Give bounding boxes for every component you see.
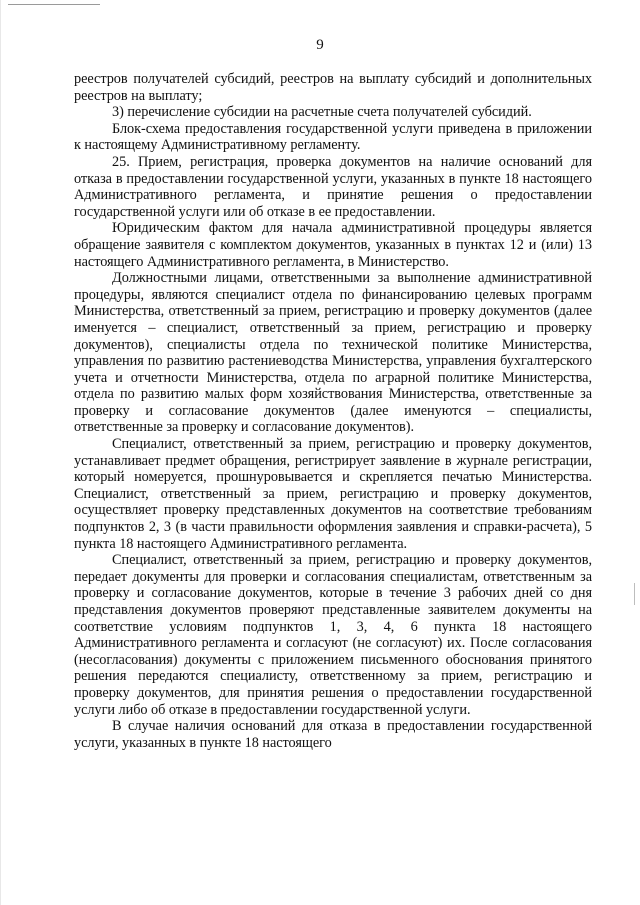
top-edge-rule bbox=[8, 4, 100, 5]
margin-mark bbox=[634, 583, 635, 605]
paragraph-registries-continuation: реестров получателей субсидий, реестров на выплату субсидий и дополнительных реестров на выплату; bbox=[74, 71, 592, 104]
paragraph-subsidy-transfer: 3) перечисление субсидии на расчетные счета получателей субсидий. bbox=[112, 104, 532, 121]
paragraph-registration-check: Специалист, ответственный за прием, регистрацию и проверку документов, устанавливает предмет обращения, регистрирует заявление в журнале регистрации, который номеруется, прошнуровывается и скрепляется печатью Министерства. Специалист, ответственный за прием, регистрацию и проверку документов, осуществляет проверку представленных документов на соответствие требованиям подпунктов 2, 3 (в части правильности оформления заявления и справки-расчета), 5 пункта 18 настоящего Административного регламента. bbox=[74, 436, 592, 552]
paragraph-responsible-officials: Должностными лицами, ответственными за выполнение административной процедуры, являются специалист отдела по финансированию целевых программ Министерства, ответственный за прием, регистрацию и проверку документов (далее именуется – специалист, ответственный за прием, регистрацию и проверку документов), специалисты отдела по технической политике Министерства, управления по развитию растениеводства Министерства, управления бухгалтерского учета и отчетности Министерства, отдела по аграрной политике Министерства, отдела по развитию малых форм хозяйствования Министерства, ответственные за проверку и согласование документов (далее именуются – специалисты, ответственные за проверку и согласование документов). bbox=[74, 270, 592, 436]
page-number: 9 bbox=[316, 37, 324, 53]
paragraph-approval-process: Специалист, ответственный за прием, регистрацию и проверку документов, передает документы для проверки и согласования специалистам, ответственным за проверку и согласование документов, которые в течение 3 рабочих дней со дня представления документов проверяют представленные заявителем документы на соответствие условиям подпунктов 1, 3, 4, 6 пункта 18 настоящего Административного регламента и согласуют (не согласуют) их. После согласования (несогласования) документы с приложением письменного обоснования принятого решения передаются специалисту, ответственному за прием, регистрацию и проверку документов, для принятия решения о предоставлении государственной услуги либо об отказе в предоставлении государственной услуги. bbox=[74, 552, 592, 718]
paragraph-refusal-grounds: В случае наличия оснований для отказа в предоставлении государственной услуги, указанных в пункте 18 настоящего bbox=[74, 718, 592, 751]
paragraph-section-25: 25. Прием, регистрация, проверка документов на наличие оснований для отказа в предоставлении государственной услуги, указанных в пункте 18 настоящего Административного регламента, и принятие решения о предоставлении государственной услуги или об отказе в ее предоставлении. bbox=[74, 153, 592, 220]
document-body bbox=[74, 71, 592, 751]
paragraph-legal-fact: Юридическим фактом для начала административной процедуры является обращение заявителя с комплектом документов, указанных в пунктах 12 и (или) 13 настоящего Административного регламента, в Министерство. bbox=[74, 220, 592, 270]
paragraph-flowchart-reference: Блок-схема предоставления государственной услуги приведена в приложении к настоящему Административному регламенту. bbox=[74, 120, 592, 154]
